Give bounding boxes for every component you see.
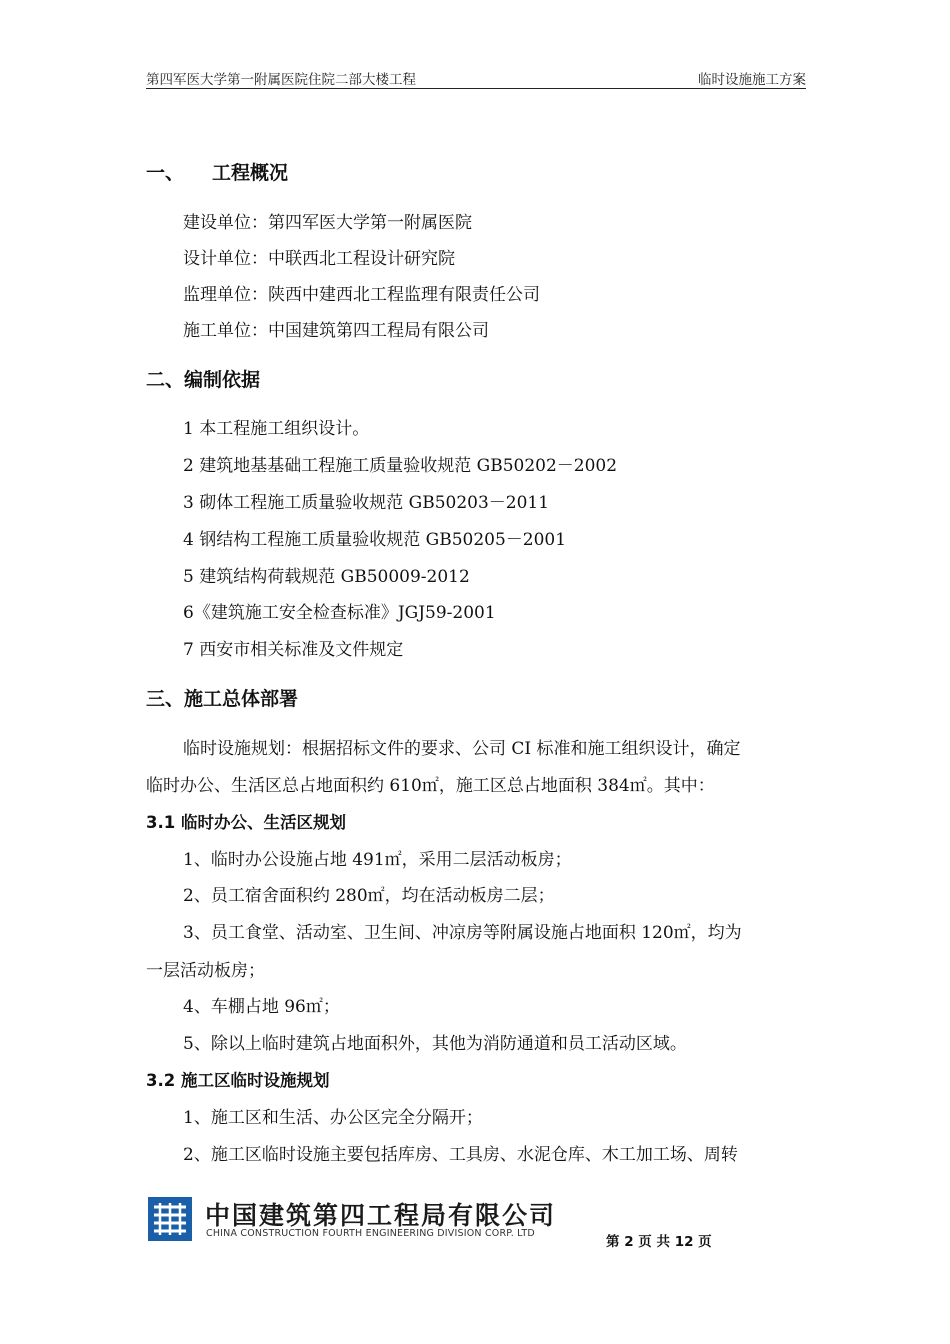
designer-line: 设计单位：中联西北工程设计研究院 <box>183 249 455 269</box>
site-item-2: 2、施工区临时设施主要包括库房、工具房、水泥仓库、木工加工场、周转 <box>183 1145 738 1165</box>
basis-item-5: 5 建筑结构荷载规范 GB50009-2012 <box>183 567 470 587</box>
cscec-logo-icon <box>148 1197 192 1241</box>
section-1-heading <box>146 158 288 185</box>
section-1-title: 工程概况 <box>212 162 289 184</box>
page-number: 第 2 页 共 12 页 <box>606 1234 712 1250</box>
office-item-5: 5、除以上临时建筑占地面积外，其他为消防通道和员工活动区域。 <box>183 1034 687 1054</box>
basis-item-3: 3 砌体工程施工质量验收规范 GB50203－2011 <box>183 493 550 513</box>
office-item-3-cont: 一层活动板房； <box>146 961 265 981</box>
intro-line-1: 临时设施规划：根据招标文件的要求、公司 CI 标准和施工组织设计，确定 <box>183 739 741 759</box>
office-item-1: 1、临时办公设施占地 491㎡，采用二层活动板房； <box>183 850 572 870</box>
header-project-title: 第四军医大学第一附属医院住院二部大楼工程 <box>146 72 416 88</box>
basis-item-2: 2 建筑地基基础工程施工质量验收规范 GB50202－2002 <box>183 456 618 476</box>
office-item-4: 4、车棚占地 96㎡； <box>183 997 340 1017</box>
header-doc-title: 临时设施施工方案 <box>698 72 806 88</box>
section-1-number: 一、 <box>146 162 185 184</box>
section-3-heading: 三、施工总体部署 <box>146 688 299 710</box>
subsection-3-2-heading: 3.2 施工区临时设施规划 <box>146 1071 330 1090</box>
basis-item-7: 7 西安市相关标准及文件规定 <box>183 640 404 660</box>
intro-line-2: 临时办公、生活区总占地面积约 610㎡，施工区总占地面积 384㎡。其中： <box>146 776 715 796</box>
supervisor-line: 监理单位：陕西中建西北工程监理有限责任公司 <box>183 285 540 305</box>
basis-item-6: 6《建筑施工安全检查标准》JGJ59-2001 <box>183 603 496 623</box>
subsection-3-1-heading: 3.1 临时办公、生活区规划 <box>146 813 346 832</box>
footer-company-name: 中国建筑第四工程局有限公司 <box>205 1201 557 1230</box>
basis-item-4: 4 钢结构工程施工质量验收规范 GB50205－2001 <box>183 530 567 550</box>
section-2-heading: 二、编制依据 <box>146 369 261 391</box>
office-item-2: 2、员工宿舍面积约 280㎡，均在活动板房二层； <box>183 886 555 906</box>
site-item-1: 1、施工区和生活、办公区完全分隔开； <box>183 1108 483 1128</box>
footer-company-english: CHINA CONSTRUCTION FOURTH ENGINEERING DIVISION CORP. LTD <box>206 1228 535 1239</box>
owner-line: 建设单位：第四军医大学第一附属医院 <box>183 213 472 233</box>
contractor-line: 施工单位：中国建筑第四工程局有限公司 <box>183 321 489 341</box>
office-item-3: 3、员工食堂、活动室、卫生间、冲凉房等附属设施占地面积 120㎡，均为 <box>183 923 742 943</box>
basis-item-1: 1 本工程施工组织设计。 <box>183 419 370 439</box>
page-header <box>146 66 806 89</box>
